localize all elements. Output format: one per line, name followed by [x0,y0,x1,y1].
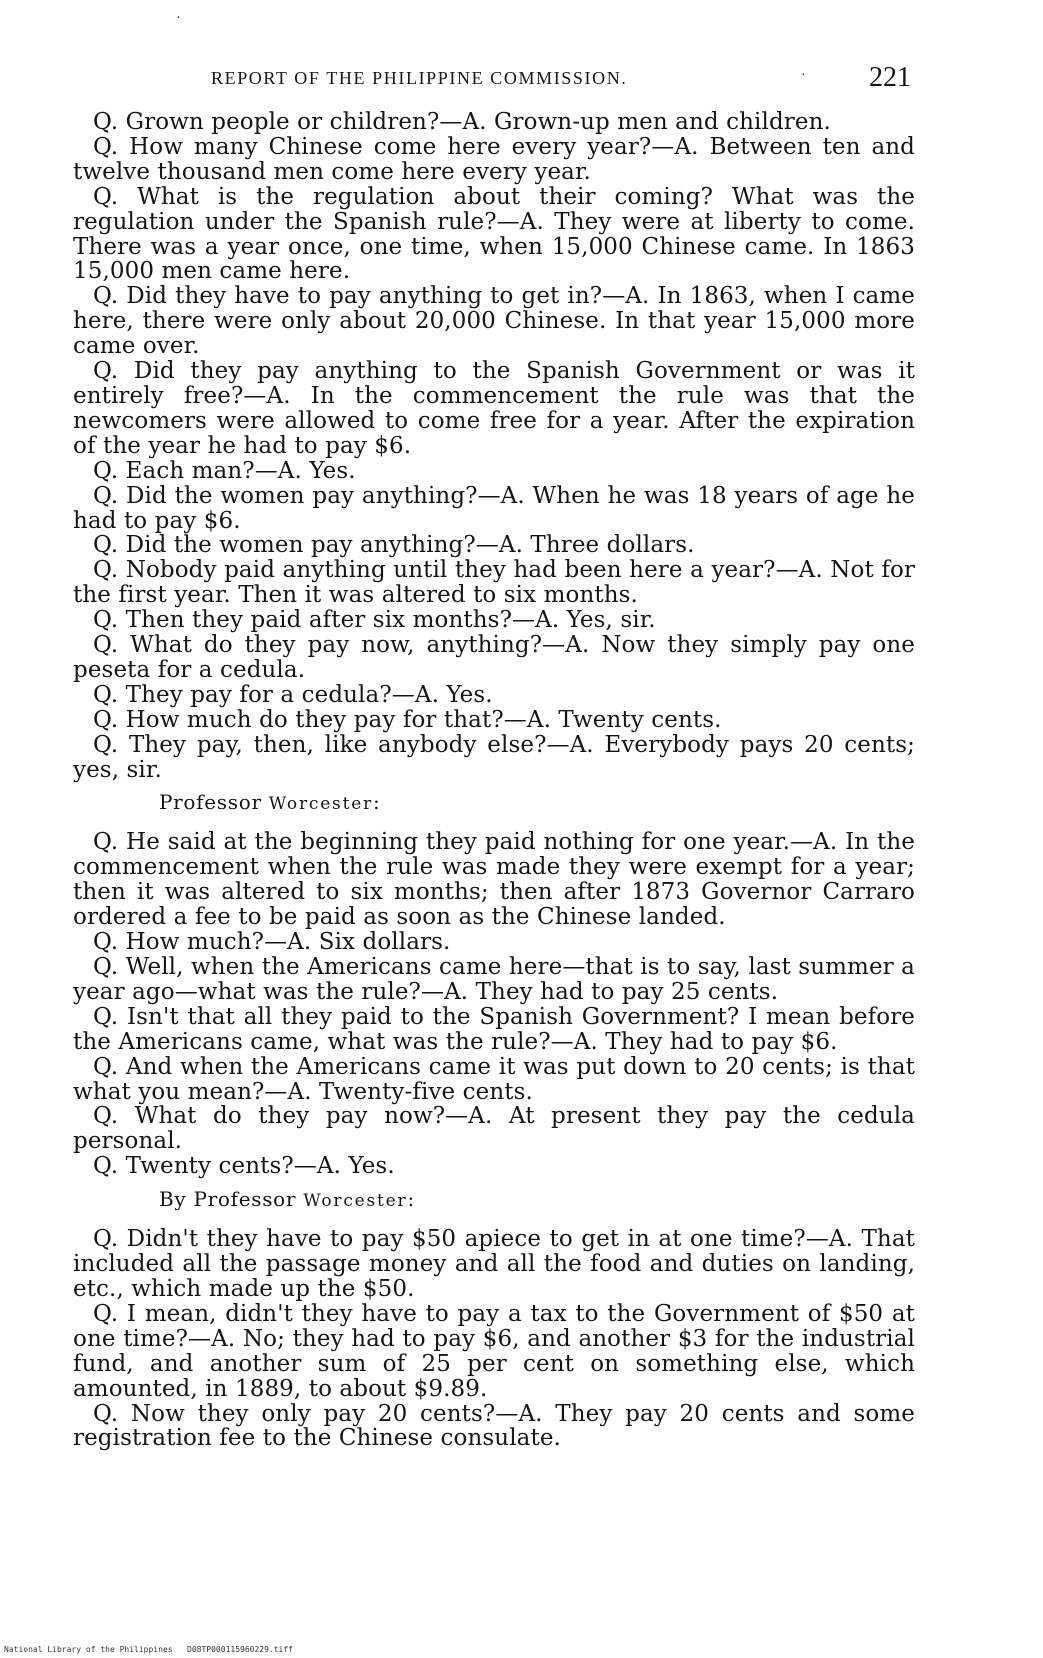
stray-dot: · [176,11,181,26]
qa-paragraph: Q. What do they pay now?—A. At present they pay the cedula personal. [73,1103,915,1155]
header-separator: · [801,68,806,83]
speaker-suffix: : [407,1187,415,1212]
qa-paragraph: Q. Did the women pay anything?—A. Three dollars. [93,532,695,559]
speaker-prefix: By Professor [159,1187,304,1212]
header-title: REPORT OF THE PHILIPPINE COMMISSION. [211,68,628,88]
speaker-heading [159,1187,915,1213]
qa-paragraph: Q. They pay for a cedula?—A. Yes. [93,681,493,708]
qa-paragraph: Q. How much?—A. Six dollars. [93,929,451,956]
speaker-prefix: Professor [159,790,269,815]
qa-paragraph: Q. Well, when the Americans came here—that is to say, last summer a year ago—what was the rule?—A. They had to pay 25 cents. [73,954,915,1005]
testimony-body [73,110,915,1451]
qa-paragraph: Q. Then they paid after six months?—A. Yes, sir. [93,607,656,634]
qa-paragraph: Q. Did the women pay anything?—A. When he was 18 years of age he had to pay $6. [73,482,915,534]
running-header [211,62,911,94]
speaker-heading [159,790,915,816]
qa-paragraph: Q. What is the regulation about their coming? What was the regulation under the Spanish rule?—A. They were at liberty to come. There was a year once, one time, when 15,000 Chinese came. In 1863 15,000 men came here. [73,183,915,285]
qa-paragraph: Q. What do they pay now, anything?—A. Now they simply pay one peseta for a cedula. [73,632,915,683]
qa-paragraph: Q. How many Chinese come here every year?—A. Between ten and twelve thousand men come here every year. [73,133,915,185]
qa-paragraph: Q. He said at the beginning they paid nothing for one year.—A. In the commencement when the rule was made they were exempt for a year; then it was altered to six months; then after 1873 Governor Carraro ordered a fee to be paid as soon as the Chinese landed. [73,829,915,931]
footer-file: D08TP000115960229.tiff [187,1645,293,1654]
page-number: 221 [869,62,911,93]
qa-paragraph: Q. Twenty cents?—A. Yes. [93,1153,395,1180]
qa-paragraph: Q. I mean, didn't they have to pay a tax to the Government of $50 at one time?—A. No; they had to pay $6, and another $3 for the industrial fund, and another sum of 25 per cent on something else, which amounted, in 1889, to about $9.89. [73,1300,915,1402]
qa-paragraph: Q. Didn't they have to pay $50 apiece to get in at one time?—A. That included all the passage money and all the food and duties on landing, etc., which made up the $50. [73,1226,915,1302]
qa-paragraph: Q. Each man?—A. Yes. [93,457,356,484]
qa-paragraph: Q. Did they have to pay anything to get in?—A. In 1863, when I came here, there were only about 20,000 Chinese. In that year 15,000 more came over. [73,283,915,360]
speaker-name: Worcester [268,794,374,815]
qa-paragraph: Q. Isn't that all they paid to the Spanish Government? I mean before the Americans came, what was the rule?—A. They had to pay $6. [73,1003,915,1055]
qa-paragraph: Q. They pay, then, like anybody else?—A. Everybody pays 20 cents; yes, sir. [73,731,915,783]
qa-paragraph: Q. And when the Americans came it was put down to 20 cents; is that what you mean?—A. Twenty-five cents. [73,1053,915,1105]
qa-paragraph: Q. Now they only pay 20 cents?—A. They pay 20 cents and some registration fee to the Chinese consulate. [73,1400,915,1452]
speaker-name: Worcester [303,1191,408,1212]
qa-paragraph: Q. How much do they pay for that?—A. Twenty cents. [93,706,722,733]
qa-paragraph: Q. Did they pay anything to the Spanish Government or was it entirely free?—A. In the commencement the rule was that the newcomers were allowed to come free for a year. After the expiration of the year he had to pay $6. [73,358,915,459]
qa-paragraph: Q. Grown people or children?—A. Grown-up men and children. [93,109,831,135]
scan-footer [4,1645,293,1654]
speaker-suffix: : [373,790,381,815]
footer-library: National Library of the Philippines [4,1645,173,1654]
qa-paragraph: Q. Nobody paid anything until they had been here a year?—A. Not for the first year. Then it was altered to six months. [73,557,915,609]
